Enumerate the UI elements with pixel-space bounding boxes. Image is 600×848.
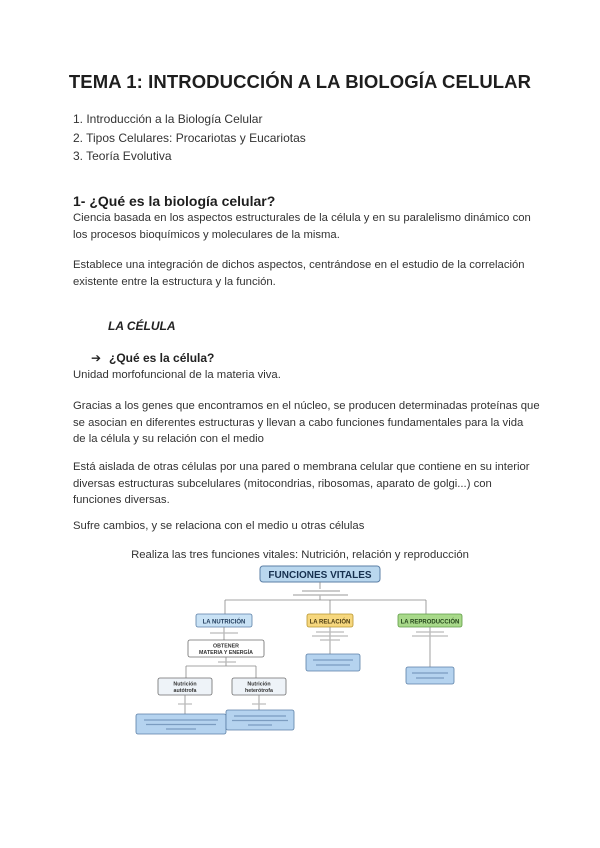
paragraph-line: diversas estructuras subcelulares (mitocondrias, ribosomas, aparato de golgi...) con <box>73 477 492 490</box>
paragraph-line: se asocian en diferentes estructuras y llevan a cabo funciones fundamentales para la vida <box>73 416 524 429</box>
autotrophic-label-line2: autótrofa <box>173 688 197 694</box>
autotrophic-label-line1: Nutrición <box>173 681 197 688</box>
paragraph-line: los procesos bioquímicos y moleculares de la misma. <box>73 228 340 241</box>
map-title-text: FUNCIONES VITALES <box>268 570 372 581</box>
relation-detail-box <box>306 654 360 671</box>
paragraph-line: funciones diversas. <box>73 494 170 506</box>
cell-subheading: LA CÉLULA <box>108 319 176 333</box>
definition-paragraph <box>73 210 543 243</box>
toc-item: 1. Introducción a la Biología Celular <box>73 112 263 126</box>
paragraph-line: de la célula y su relación con el medio <box>73 433 264 445</box>
arrow-right-icon: ➔ <box>91 351 102 365</box>
relation-label: LA RELACIÓN <box>309 619 351 626</box>
changes-paragraph <box>73 518 543 535</box>
paragraph-line: Está aislada de otras células por una pared o membrana celular que contiene en su interior <box>73 461 530 473</box>
document-title: TEMA 1: INTRODUCCIÓN A LA BIOLOGÍA CELULAR <box>68 71 532 92</box>
heterotrophic-label-line2: heterótrofa <box>245 688 273 694</box>
nutrition-label: LA NUTRICIÓN <box>202 619 246 626</box>
heterotrophic-label-line1: Nutrición <box>247 681 271 688</box>
paragraph-line: existente entre la estructura y la función. <box>73 275 276 288</box>
reproduction-detail-box <box>406 667 454 684</box>
paragraph-line: Establece una integración de dichos aspectos, centrándose en el estudio de la correlación <box>73 259 525 271</box>
concept-map <box>128 562 478 744</box>
toc-item: 3. Teoría Evolutiva <box>73 149 172 163</box>
paragraph-line: Unidad morfofuncional de la materia viva. <box>73 369 281 381</box>
concept-map-figure <box>128 562 478 744</box>
reproduction-label: LA REPRODUCCIÓN <box>400 619 460 626</box>
figure-caption: Realiza las tres funciones vitales: Nutrición, relación y reproducción <box>131 549 469 561</box>
membrane-paragraph <box>73 459 543 509</box>
table-of-contents <box>73 110 306 166</box>
paragraph-line: Sufre cambios, y se relaciona con el medio u otras células <box>73 520 365 532</box>
toc-item: 2. Tipos Celulares: Procariotas y Eucariotas <box>73 130 306 145</box>
integration-paragraph <box>73 257 543 290</box>
cell-question <box>91 351 214 365</box>
paragraph-line: Gracias a los genes que encontramos en el núcleo, se producen determinadas proteínas que <box>73 400 540 412</box>
obtain-label-line2: MATERIA Y ENERGÍA <box>199 650 253 656</box>
section-heading: 1- ¿Qué es la biología celular? <box>73 193 276 209</box>
question-text: ¿Qué es la célula? <box>109 351 215 365</box>
answer-paragraph <box>73 367 543 384</box>
obtain-label-line1: OBTENER <box>213 643 239 650</box>
genes-paragraph <box>73 398 543 448</box>
paragraph-line: Ciencia basada en los aspectos estructurales de la célula y en su paralelismo dinámico con <box>73 212 531 224</box>
